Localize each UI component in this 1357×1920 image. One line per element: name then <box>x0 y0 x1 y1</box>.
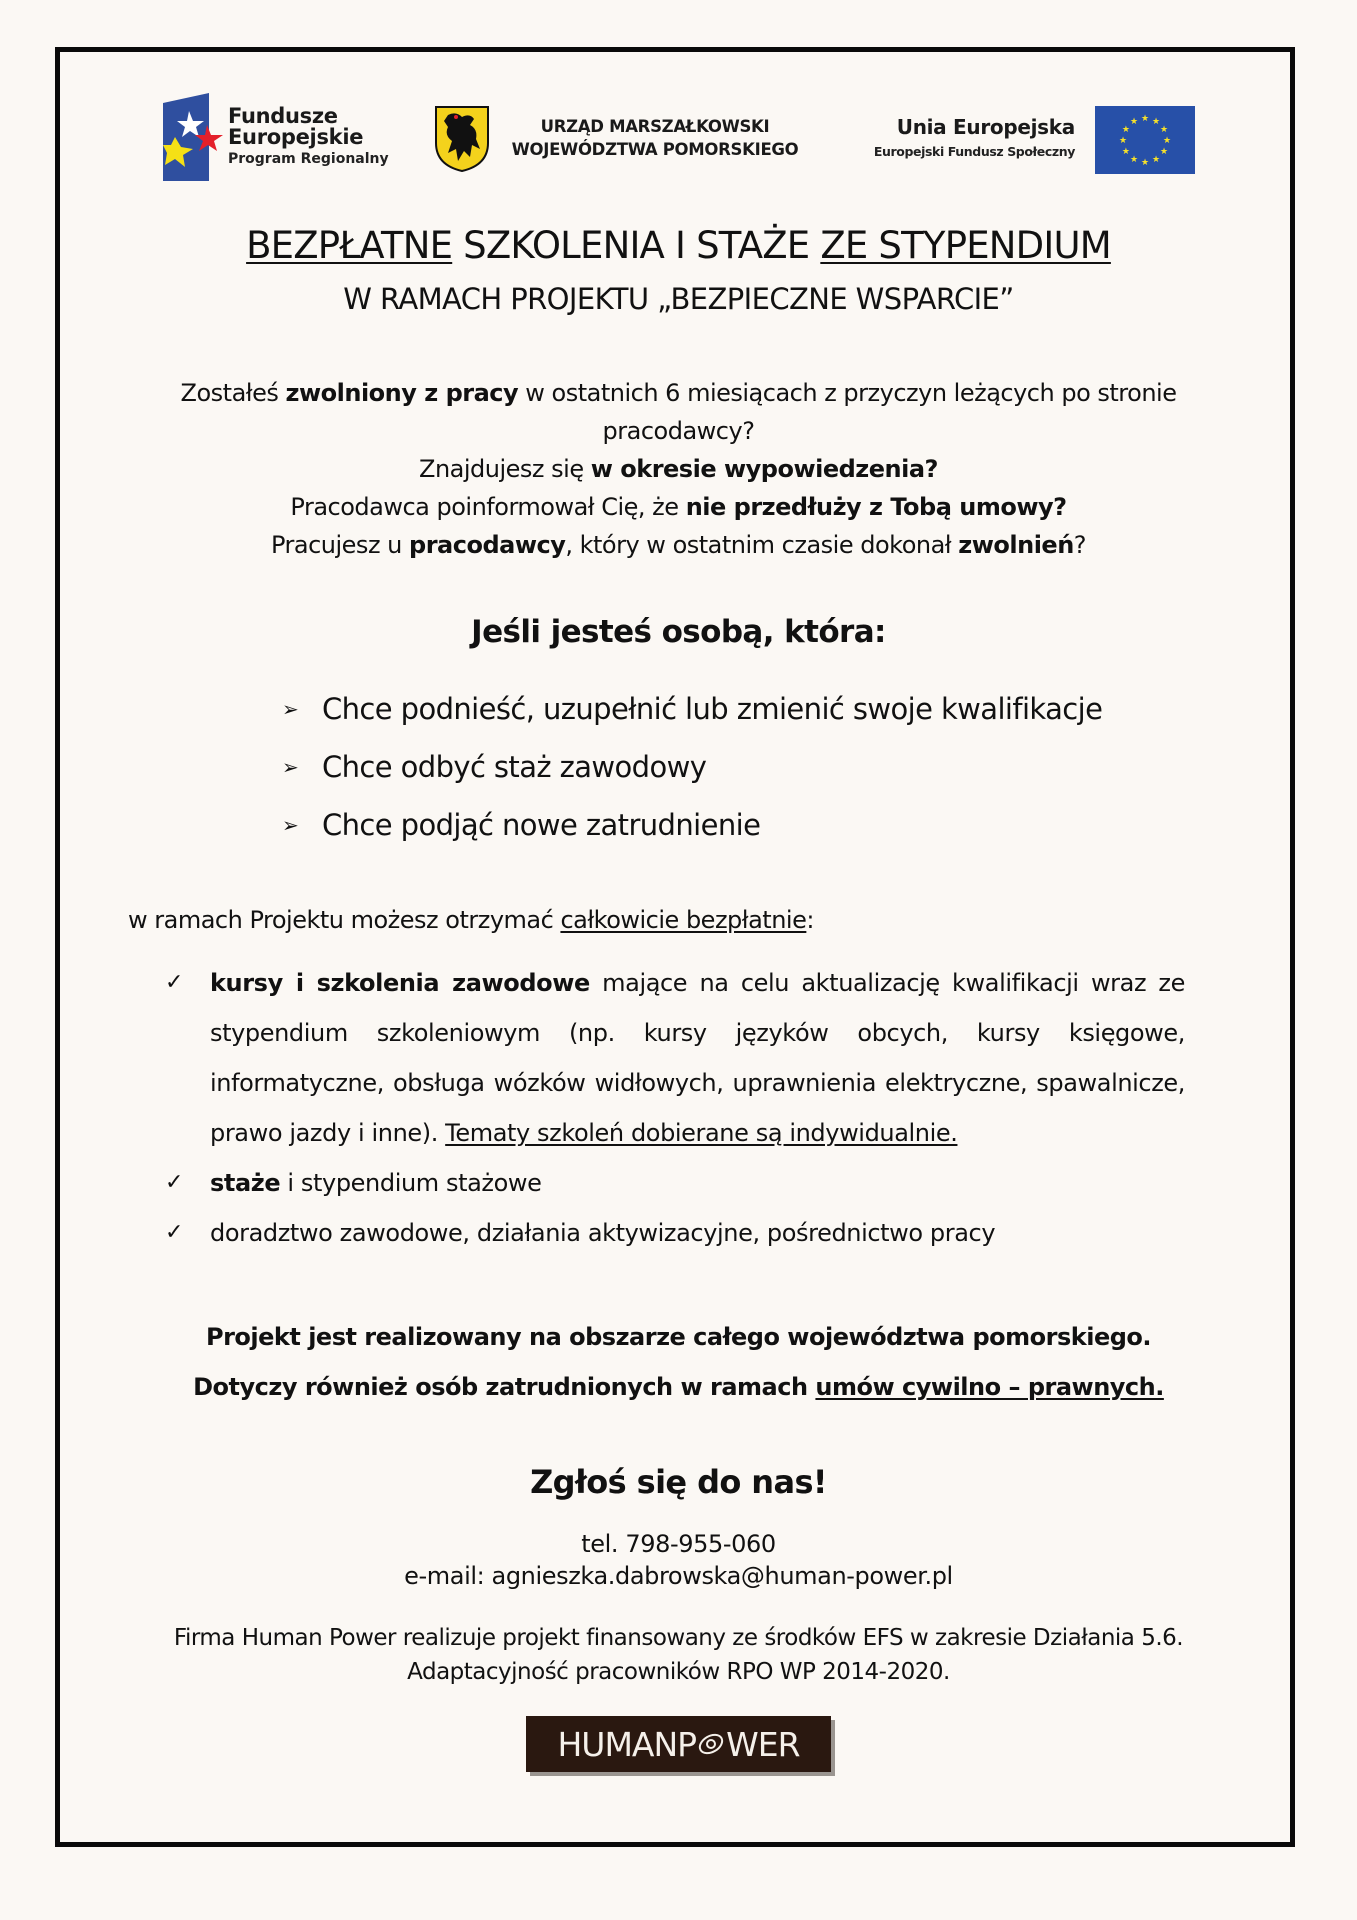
eu-star-icon: ★ <box>1151 116 1161 127</box>
human-power-logo <box>526 1716 831 1772</box>
eu-star-icon: ★ <box>1160 125 1169 135</box>
eu-flag-icon <box>1095 106 1195 174</box>
call-to-action: Zgłoś się do nas! <box>530 1463 827 1501</box>
page-subtitle: W RAMACH PROJEKTU „BEZPIECZNE WSPARCIE” <box>343 282 1014 316</box>
fundusze-line1: Fundusze <box>228 104 338 128</box>
eu-star-icon: ★ <box>1140 158 1150 168</box>
question-line: Zostałeś zwolniony z pracy w ostatnich 6 miesiącach z przyczyn leżących po stronie pracodawcy? <box>180 379 1177 445</box>
questions-block <box>0 374 1357 564</box>
question-line: Znajdujesz się w okresie wypowiedzenia? <box>419 455 938 483</box>
financing-line2: Adaptacyjność pracowników RPO WP 2014-2020. <box>407 1659 950 1685</box>
fundusze-logo-text <box>228 106 389 166</box>
logo-text-right: WER <box>726 1724 800 1764</box>
if-heading: Jeśli jesteś osobą, która: <box>471 614 886 650</box>
fundusze-line3: Program Regionalny <box>228 151 389 167</box>
pomorskie-crest-icon <box>434 105 490 173</box>
urzad-logo-text <box>500 115 810 161</box>
eu-star-icon: ★ <box>1160 147 1169 157</box>
contact-info <box>0 1528 1357 1592</box>
eu-star-icon: ★ <box>1118 136 1128 146</box>
list-item: ✓ doradztwo zawodowe, działania aktywizacyjne, pośrednictwo pracy <box>165 1208 1185 1258</box>
eu-star-icon: ★ <box>1121 147 1130 157</box>
need-text: Chce odbyć staż zawodowy <box>322 750 707 784</box>
title-stipend: ZE STYPENDIUM <box>820 224 1111 267</box>
financing-note <box>0 1621 1357 1689</box>
urzad-line1: URZĄD MARSZAŁKOWSKI <box>540 117 770 136</box>
arrow-bullet-icon: ➢ <box>282 697 299 721</box>
eu-star-icon: ★ <box>1151 155 1161 166</box>
checkmark-icon: ✓ <box>165 1170 184 1195</box>
offers-intro: w ramach Projektu możesz otrzymać całkowicie bezpłatnie: <box>128 906 814 934</box>
region-line1: Projekt jest realizowany na obszarze całego województwa pomorskiego. <box>205 1323 1152 1351</box>
unia-line1: Unia Europejska <box>896 115 1075 139</box>
title-free: BEZPŁATNE <box>246 224 453 267</box>
email-address[interactable]: e-mail: agnieszka.dabrowska@human-power.pl <box>404 1562 953 1590</box>
eu-star-icon: ★ <box>1129 116 1139 127</box>
fundusze-europejskie-logo-icon <box>163 93 233 181</box>
question-line: Pracujesz u pracodawcy, który w ostatnim czasie dokonał zwolnień? <box>270 531 1087 559</box>
fundusze-line2: Europejskie <box>228 125 364 149</box>
question-line: Pracodawca poinformował Cię, że nie przedłuży z Tobą umowy? <box>290 493 1067 521</box>
offers-list <box>165 958 1185 1258</box>
urzad-line2: WOJEWÓDZTWA POMORSKIEGO <box>511 140 799 159</box>
need-text: Chce podnieść, uzupełnić lub zmienić swoje kwalifikacje <box>322 692 1103 726</box>
eu-star-icon: ★ <box>1121 125 1130 135</box>
region-line2: Dotyczy również osób zatrudnionych w ramach umów cywilno – prawnych. <box>193 1373 1164 1401</box>
unia-logo-text <box>840 115 1075 159</box>
title-middle: SZKOLENIA I STAŻE <box>452 224 821 267</box>
eu-star-icon: ★ <box>1162 136 1172 146</box>
eu-star-icon: ★ <box>1140 114 1150 124</box>
arrow-bullet-icon: ➢ <box>282 755 299 779</box>
page-title <box>0 224 1357 267</box>
list-item: ✓ staże i stypendium stażowe <box>165 1158 1185 1208</box>
logo-text-left: HUMANP <box>557 1724 697 1764</box>
list-item: ✓ kursy i szkolenia zawodowe mające na celu aktualizację kwalifikacji wraz ze stypendium szkoleniowym (np. kursy języków obcych, kursy księgowe, informatyczne, obsługa wózków widłowych, uprawnienia elektryczne, spawalnicze, prawo jazdy i inne). Tematy szkoleń dobierane są indywidualnie. <box>165 958 1185 1158</box>
need-text: Chce podjąć nowe zatrudnienie <box>322 808 761 842</box>
checkmark-icon: ✓ <box>165 1220 184 1245</box>
region-notice <box>0 1312 1357 1412</box>
unia-line2: Europejski Fundusz Społeczny <box>873 144 1075 159</box>
list-item <box>282 680 1102 738</box>
needs-list <box>282 680 1102 854</box>
checkmark-icon: ✓ <box>165 970 184 995</box>
financing-line1: Firma Human Power realizuje projekt finansowany ze środków EFS w zakresie Działania 5.6. <box>173 1625 1184 1651</box>
eu-star-icon: ★ <box>1129 155 1139 166</box>
phone-number[interactable]: tel. 798-955-060 <box>581 1530 776 1558</box>
eye-o-icon <box>696 1729 726 1759</box>
arrow-bullet-icon: ➢ <box>282 813 299 837</box>
list-item <box>282 796 1102 854</box>
list-item <box>282 738 1102 796</box>
